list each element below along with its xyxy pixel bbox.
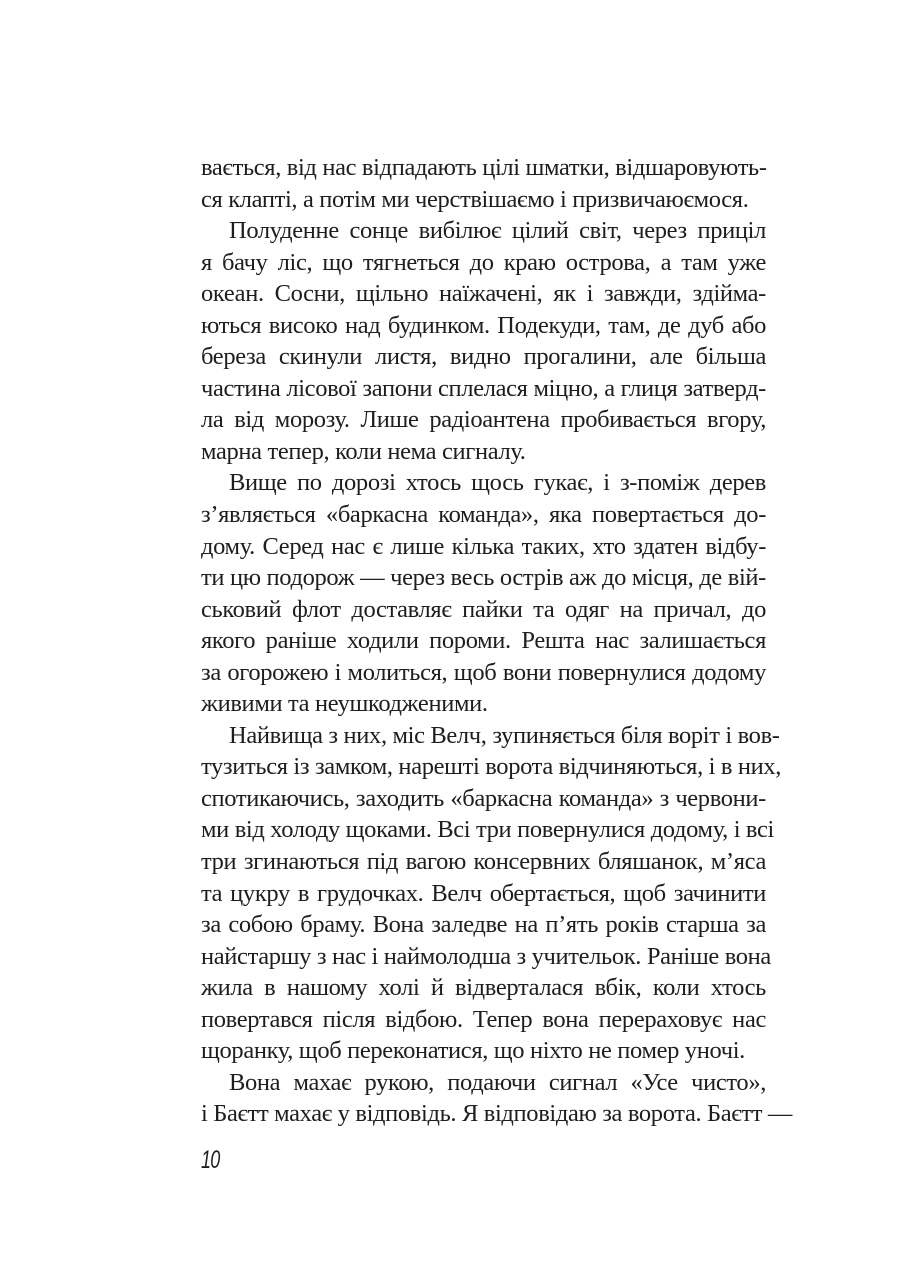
text-line: Полуденне сонце вибілює цілий світ, через приціл <box>229 217 766 245</box>
text-line: та цукру в грудочках. Велч обертається, щоб зачинити <box>201 879 766 907</box>
body-text <box>201 152 793 1130</box>
text-line: за собою браму. Вона заледве на п’ять років старша за <box>201 911 766 939</box>
paragraph <box>201 152 766 215</box>
text-line: спотикаючись, заходить «баркасна команда» з червони- <box>201 784 766 812</box>
text-line: щоранку, щоб переконатися, що ніхто не помер уночі. <box>201 1037 745 1065</box>
paragraph <box>201 1067 793 1130</box>
text-line: береза скинули листя, видно прогалини, але більша <box>201 343 766 371</box>
text-line: найстаршу з нас і наймолодша з учительок. Раніше вона <box>201 942 771 970</box>
text-line: частина лісової запони сплелася міцно, а глиця затверд- <box>201 374 766 402</box>
text-line: ла від морозу. Лише радіоантена пробивається вгору, <box>201 406 766 434</box>
paragraph <box>201 467 766 719</box>
text-line: жила в нашому холі й відверталася вбік, коли хтось <box>201 974 766 1002</box>
text-line: якого раніше ходили пороми. Решта нас залишається <box>201 627 766 655</box>
text-line: і Баєтт махає у відповідь. Я відповідаю за ворота. Баєтт — <box>201 1100 793 1128</box>
text-line: дому. Серед нас є лише кілька таких, хто здатен відбу- <box>201 532 766 560</box>
text-line: ми від холоду щоками. Всі три повернулися додому, і всі <box>201 816 774 844</box>
text-line: Вище по дорозі хтось щось гукає, і з-поміж дерев <box>229 469 766 497</box>
text-line: ти цю подорож — через весь острів аж до місця, де вій- <box>201 564 766 592</box>
text-line: вається, від нас відпадають цілі шматки, відшаровують- <box>201 154 767 181</box>
text-line: Вона махає рукою, подаючи сигнал «Усе чисто», <box>229 1068 766 1096</box>
text-line: живими та неушкодженими. <box>201 690 488 718</box>
text-line: я бачу ліс, що тягнеться до краю острова, а там уже <box>201 248 766 276</box>
text-line: тузиться із замком, нарешті ворота відчиняються, і в них, <box>201 753 782 781</box>
page-number: 10 <box>201 1146 220 1174</box>
text-line: ськовий флот доставляє пайки та одяг на причал, до <box>201 595 766 623</box>
text-line: повертався після відбою. Тепер вона перераховує нас <box>201 1005 766 1033</box>
text-line: ються високо над будинком. Подекуди, там, де дуб або <box>201 311 766 339</box>
text-line: з’являється «баркасна команда», яка повертається до- <box>201 501 766 529</box>
text-line: Найвища з них, міс Велч, зупиняється біля воріт і вов- <box>229 721 780 749</box>
text-line: за огорожею і молиться, щоб вони повернулися додому <box>201 658 766 686</box>
text-line: ся клапті, а потім ми черствішаємо і призвичаюємося. <box>201 185 749 213</box>
paragraph <box>201 215 766 467</box>
paragraph <box>201 720 782 1067</box>
text-line: три згинаються під вагою консервних бляшанок, м’яса <box>201 848 766 876</box>
text-line: марна тепер, коли нема сигналу. <box>201 437 526 465</box>
text-line: океан. Сосни, щільно наїжачені, як і завжди, здійма- <box>201 280 766 308</box>
